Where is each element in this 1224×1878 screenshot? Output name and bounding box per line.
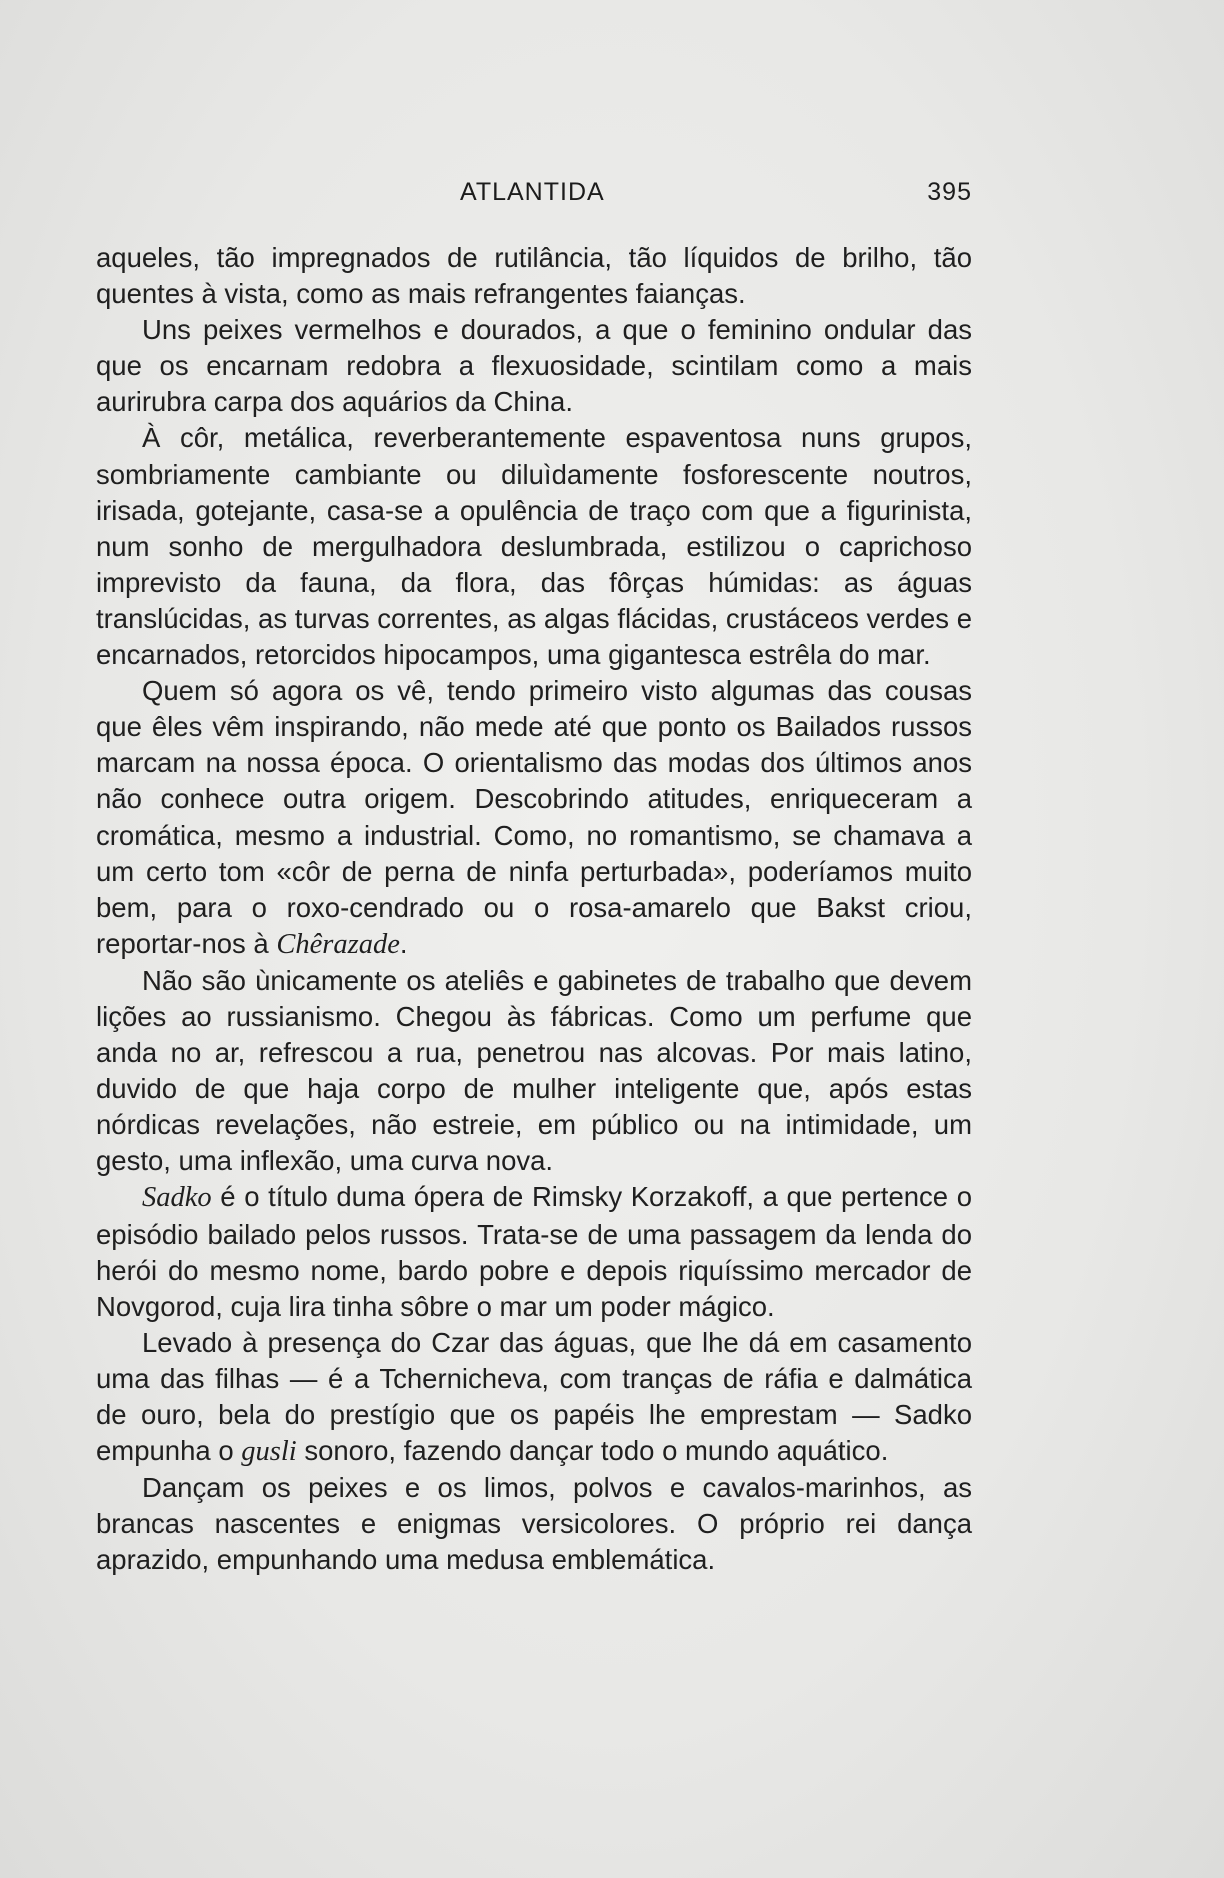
paragraph-text: Não são ùnicamente os ateliês e gabinetes de trabalho que devem lições ao russianismo. Chegou às fábricas. Como um perfume que anda no ar, refrescou a rua, penetrou nas alcovas. Por mais latino, duvido de que haja corpo de mulher inteligente que, após estas nórdicas revelações, não estreie, em público ou na intimidade, um gesto, uma inflexão, uma curva nova. bbox=[96, 964, 972, 1177]
paragraph-text: aqueles, tão impregnados de rutilância, tão líquidos de brilho, tão quentes à vista, como as mais refrangentes faianças. bbox=[96, 242, 972, 310]
italic-title: Sadko bbox=[142, 1182, 212, 1214]
paragraph-text: Quem só agora os vê, tendo primeiro visto algumas das cousas que êles vêm inspirando, não mede até que ponto os Bailados russos marcam na nossa época. O orientalismo das modas dos últimos anos não conhece outra origem. Descobrindo atitudes, enriqueceram a cromática, mesmo a industrial. Como, no romantismo, se chamava a um certo tom «côr de perna de ninfa perturbada», poderíamos muito bem, para o roxo-cendrado ou o rosa-amarelo que Bakst criou, reportar-nos à bbox=[96, 675, 972, 959]
paragraph-text: Uns peixes vermelhos e dourados, a que o feminino ondular das que os encarnam redobra a flexuosidade, scintilam como a mais aurirubra carpa dos aquários da China. bbox=[96, 314, 972, 418]
paragraph-text: À côr, metálica, reverberantemente espaventosa nuns grupos, sombriamente cambiante ou diluìdamente fosforescente noutros, irisada, gotejante, casa-se a opulência de traço com que a figurinista, num sonho de mergulhadora deslumbrada, estilizou o caprichoso imprevisto da fauna, da flora, das fôrças húmidas: as águas translúcidas, as turvas correntes, as algas flácidas, crustáceos verdes e encarnados, retorcidos hipocampos, uma gigantesca estrêla do mar. bbox=[96, 422, 972, 671]
paragraph-text: Levado à presença do Czar das águas, que lhe dá em casamento uma das filhas — é a Tchernicheva, com tranças de ráfia e dalmática de ouro, bela do prestígio que os papéis lhe emprestam — Sadko empunha o bbox=[96, 1326, 972, 1467]
paragraph bbox=[96, 1470, 972, 1578]
paragraph-text: . bbox=[399, 927, 408, 959]
paragraph bbox=[96, 420, 972, 673]
italic-title: Chêrazade bbox=[276, 928, 400, 960]
paragraph bbox=[96, 1179, 972, 1324]
italic-word: gusli bbox=[241, 1436, 297, 1468]
page-number: 395 bbox=[927, 178, 972, 206]
paragraph bbox=[96, 673, 972, 963]
paragraph-text: Dançam os peixes e os limos, polvos e cavalos-marinhos, as brancas nascentes e enigmas versicolores. O próprio rei dança aprazido, empunhando uma medusa emblemática. bbox=[96, 1472, 972, 1576]
page-header bbox=[96, 178, 972, 214]
paragraph bbox=[96, 1325, 972, 1470]
body-text bbox=[96, 240, 972, 1578]
paragraph-text: é o título duma ópera de Rimsky Korzakoff, a que pertence o episódio bailado pelos russos. Trata-se de uma passagem da lenda do herói do mesmo nome, bardo pobre e depois riquíssimo mercador de Novgorod, cuja lira tinha sôbre o mar um poder mágico. bbox=[96, 1181, 972, 1322]
paragraph bbox=[96, 312, 972, 420]
paragraph bbox=[96, 963, 972, 1180]
paragraph bbox=[96, 240, 972, 312]
running-head: ATLANTIDA bbox=[460, 178, 605, 206]
paragraph-text: sonoro, fazendo dançar todo o mundo aquático. bbox=[296, 1435, 889, 1467]
